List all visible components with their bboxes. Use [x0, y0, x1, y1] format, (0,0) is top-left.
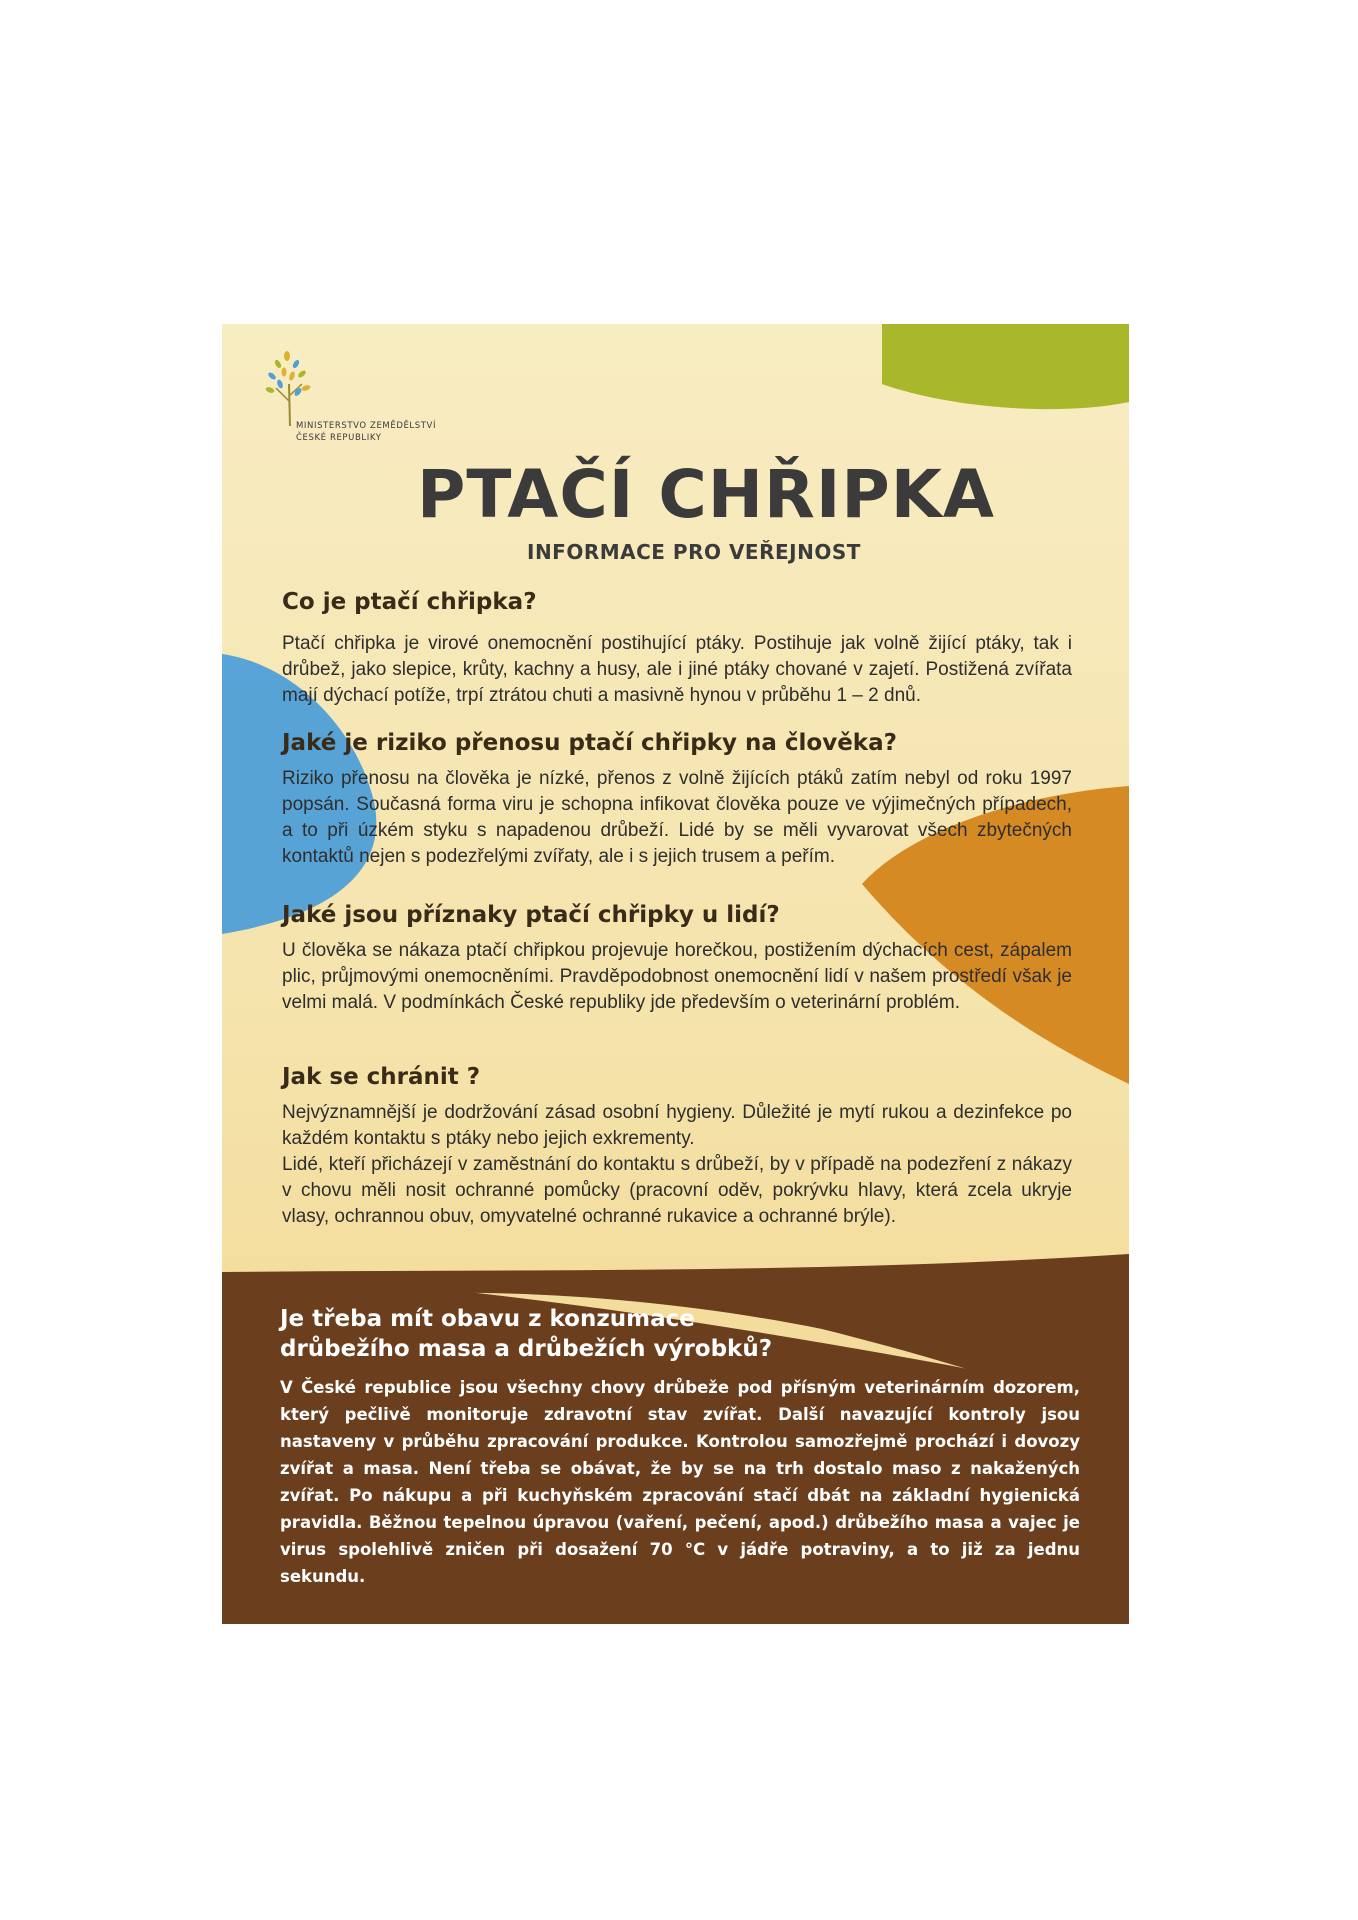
- green-shape: [882, 324, 1129, 409]
- page-subtitle: INFORMACE PRO VEŘEJNOST: [527, 540, 861, 564]
- section-text: U člověka se nákaza ptačí chřipkou projevuje horečkou, postižením dýchacích cest, zápalem plic, průjmovými onemocněními. Pravděpodobnost onemocnění lidí v našem prostředí však je velmi malá. V podmínkách České republiky jde především o veterinární problém.: [282, 940, 1072, 1013]
- page-title: PTAČÍ CHŘIPKA: [417, 456, 995, 533]
- section-what-is: [282, 589, 1072, 709]
- section-text-2: Lidé, kteří přicházejí v zaměstnání do kontaktu s drůbeží, by v případě na podezření z nákazy v chovu měli nosit ochranné pomůcky (pracovní oděv, pokrývku hlavy, která zcela ukryje vlasy, ochrannou obuv, omyvatelné ochranné rukavice a ochranné brýle).: [282, 1154, 1072, 1227]
- bottom-heading-line1: Je třeba mít obavu z konzumace: [280, 1306, 695, 1332]
- section-heading: Jak se chránit ?: [282, 1064, 481, 1090]
- section-text: Riziko přenosu na člověka je nízké, přenos z volně žijících ptáků zatím nebyl od roku 1997 popsán. Současná forma viru je schopna infikovat člověka pouze ve výjimečných případech, a to při úzkém styku s napadenou drůbeží. Lidé by se měli vyvarovat všech zbytečných kontaktů nejen s podezřelými zvířaty, ale i s jejich trusem a peřím.: [282, 768, 1072, 867]
- ministry-line2: ČESKÉ REPUBLIKY: [296, 433, 382, 443]
- leaflet: [222, 324, 1129, 1624]
- section-protection: [282, 1064, 1072, 1230]
- section-heading: Jaké je riziko přenosu ptačí chřipky na člověka?: [282, 730, 897, 756]
- bottom-text: V České republice jsou všechny chovy drůbeže pod přísným veterinárním dozorem, který pečlivě monitoruje zdravotní stav zvířat. Další navazující kontroly jsou nastaveny v průběhu zpracování produkce. Kontrolou samozřejmě prochází i dovozy zvířat a masa. Není třeba se obávat, že by se na trh dostalo maso z nakažených zvířat. Po nákupu a při kuchyňském zpracování stačí dbát na základní hygienická pravidla. Běžnou tepelnou úpravou (vaření, pečení, apod.) drůbežího masa a vajec je virus spolehlivě zničen při dosažení 70 °C v jádře potraviny, a to již za jednu sekundu.: [280, 1378, 1080, 1586]
- section-heading: Co je ptačí chřipka?: [282, 589, 537, 615]
- section-text: Ptačí chřipka je virové onemocnění postihující ptáky. Postihuje jak volně žijící ptáky, tak i drůbež, jako slepice, krůty, kachny a husy, ale i jiné ptáky chované v zajetí. Postižená zvířata mají dýchací potíže, trpí ztrátou chuti a masivně hynou v průběhu 1 – 2 dnů.: [282, 633, 1072, 706]
- section-heading: Jaké jsou příznaky ptačí chřipky u lidí?: [282, 902, 780, 928]
- tree-logo-icon: [262, 346, 312, 426]
- ministry-line1: MINISTERSTVO ZEMĚDĚLSTVÍ: [296, 421, 437, 431]
- bottom-heading-line2: drůbežího masa a drůbežích výrobků?: [280, 1336, 773, 1362]
- section-text: Nejvýznamnější je dodržování zásad osobní hygieny. Důležité je mytí rukou a dezinfekce po každém kontaktu s ptáky nebo jejich exkrementy.: [282, 1102, 1072, 1149]
- ministry-name: [296, 420, 436, 444]
- section-risk: [282, 730, 1072, 870]
- section-meat-consumption: [280, 1304, 1080, 1590]
- section-symptoms: [282, 902, 1072, 1016]
